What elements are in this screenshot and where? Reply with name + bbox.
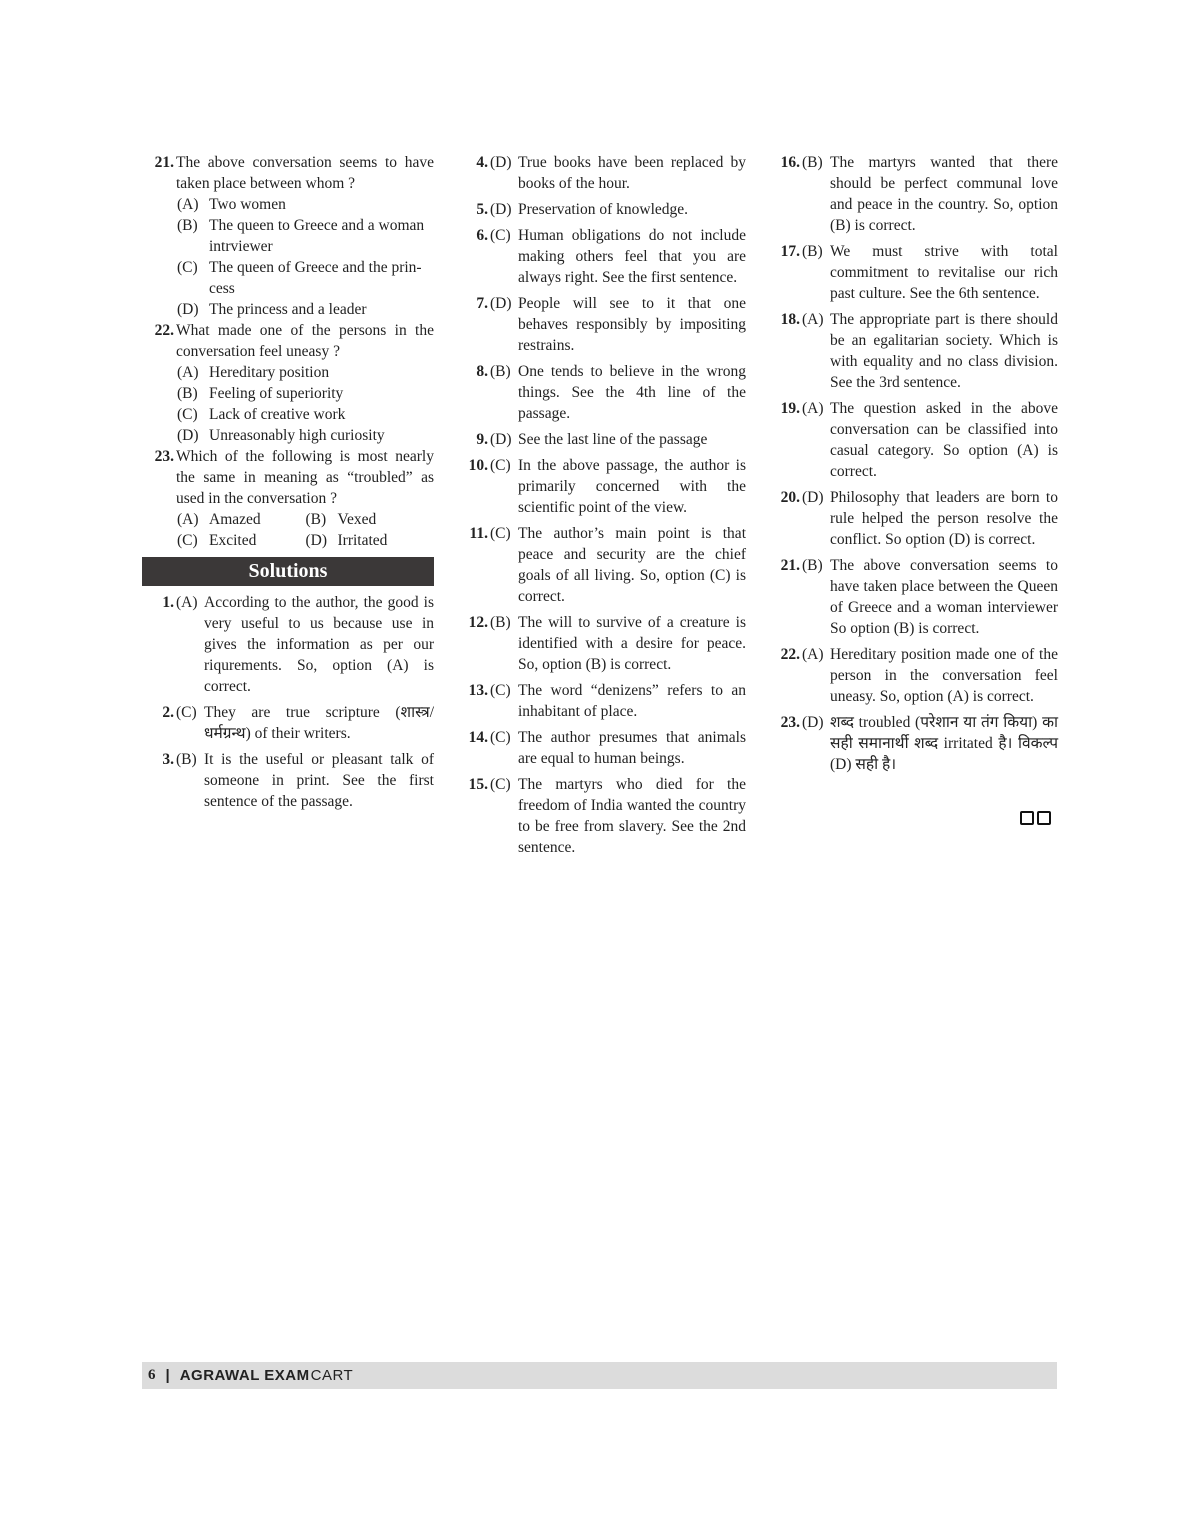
option-label: (A) xyxy=(177,364,199,381)
solution-text: The author presumes that animals are equal to human beings. xyxy=(518,729,746,767)
solution-number: 9. xyxy=(476,431,488,448)
solution-option: (B) xyxy=(802,154,823,171)
solution-option: (D) xyxy=(490,431,512,448)
solution-option: (C) xyxy=(490,525,511,542)
solution-option: (A) xyxy=(802,400,824,417)
solution-number: 21. xyxy=(780,557,800,574)
solution-option: (C) xyxy=(176,704,197,721)
column-1 xyxy=(142,152,434,817)
solution-text: The above conversation seems to have taken place between the Queen of Greece and a woman interviewer So option (B) is correct. xyxy=(830,557,1058,637)
option-label: (A) xyxy=(177,196,199,213)
solution-text: The will to survive of a creature is identified with a desire for peace. So, option (B) is correct. xyxy=(518,614,746,673)
solution-text: Preservation of knowledge. xyxy=(518,201,689,218)
option-text: Excited xyxy=(209,532,257,549)
solution-number: 8. xyxy=(476,363,488,380)
page-footer xyxy=(142,1362,1057,1389)
question-text: Which of the following is most nearly the same in meaning as “troubled” as used in the conversation ? xyxy=(176,448,434,507)
option-label: (B) xyxy=(305,511,327,528)
brand-logo-bold: AGRAWAL EXAM xyxy=(179,1367,310,1384)
solution-number: 13. xyxy=(468,682,488,699)
option xyxy=(177,215,434,257)
solution-text: The martyrs who died for the freedom of India wanted the country to be free from slavery. See the 2nd sentence. xyxy=(518,776,746,856)
question-text: What made one of the persons in the conversation feel uneasy ? xyxy=(176,322,434,360)
solution-item xyxy=(768,152,1058,236)
solution-item xyxy=(768,712,1058,775)
option-text: Amazed xyxy=(209,511,261,528)
solution-option: (C) xyxy=(490,729,511,746)
solution-option: (D) xyxy=(490,154,512,171)
option-text: Lack of creative work xyxy=(209,406,346,423)
solution-text: We must strive with total commitment to revitalise our rich past culture. See the 6th sentence. xyxy=(830,243,1058,302)
solution-number: 2. xyxy=(162,704,174,721)
end-of-chapter-icon xyxy=(1020,811,1051,825)
option xyxy=(177,194,434,215)
solution-option: (A) xyxy=(802,646,824,663)
option-text: Feeling of superiority xyxy=(209,385,344,402)
solution-item xyxy=(142,702,434,744)
solution-option: (C) xyxy=(490,457,511,474)
option xyxy=(177,404,434,425)
column-2 xyxy=(456,152,746,863)
solution-number: 3. xyxy=(162,751,174,768)
solution-item xyxy=(768,309,1058,393)
solution-number: 5. xyxy=(476,201,488,218)
solution-number: 20. xyxy=(780,489,800,506)
solution-text: शब्द troubled (परेशान या तंग किया) का सही समानार्थी शब्द irritated है। विकल्प (D) सही है। xyxy=(830,714,1058,773)
option xyxy=(177,383,434,404)
solution-option: (C) xyxy=(490,776,511,793)
option xyxy=(177,425,434,446)
solution-number: 23. xyxy=(780,714,800,731)
solution-text: The word “denizens” refers to an inhabitant of place. xyxy=(518,682,746,720)
option-text: The queen to Greece and a woman intrviewer xyxy=(209,217,425,255)
footer-separator: | xyxy=(165,1367,170,1384)
solution-text: See the last line of the passage xyxy=(518,431,708,448)
option xyxy=(177,257,434,299)
solution-text: The question asked in the above conversation can be classified into casual category. So option (A) is correct. xyxy=(830,400,1058,480)
solution-option: (D) xyxy=(490,201,512,218)
solution-item xyxy=(768,555,1058,639)
solution-item xyxy=(456,361,746,424)
question-23 xyxy=(142,446,434,509)
solution-item xyxy=(456,680,746,722)
solution-text: People will see to it that one behaves responsibly by impositing restrains. xyxy=(518,295,746,354)
solution-item xyxy=(456,523,746,607)
solution-text: Hereditary position made one of the person in the conversation feel uneasy. So, option (A) is correct. xyxy=(830,646,1058,705)
solution-option: (A) xyxy=(802,311,824,328)
option-label: (C) xyxy=(177,532,198,549)
solution-number: 14. xyxy=(468,729,488,746)
option-text: The queen of Greece and the prin-cess xyxy=(209,259,422,297)
solution-text: The appropriate part is there should be an egalitarian society. Which is with equality and no class division. See the 3rd sentence. xyxy=(830,311,1058,391)
solution-item xyxy=(456,612,746,675)
solution-item xyxy=(456,774,746,858)
option xyxy=(177,362,434,383)
brand-logo-light: CART xyxy=(310,1367,354,1384)
solution-number: 10. xyxy=(468,457,488,474)
option-label: (D) xyxy=(177,427,199,444)
option-text: Irritated xyxy=(337,532,388,549)
solution-option: (D) xyxy=(490,295,512,312)
solution-item xyxy=(456,727,746,769)
solution-item xyxy=(768,487,1058,550)
solution-text: The author’s main point is that peace and security are the chief goals of all living. So, option (C) is correct. xyxy=(518,525,746,605)
option-text: Unreasonably high curiosity xyxy=(209,427,385,444)
option-label: (D) xyxy=(305,532,328,549)
solution-item xyxy=(142,749,434,812)
solution-item xyxy=(456,293,746,356)
option-label: (C) xyxy=(177,406,198,423)
solution-number: 6. xyxy=(476,227,488,244)
option-label: (D) xyxy=(177,301,199,318)
solution-text: One tends to believe in the wrong things. See the 4th line of the passage. xyxy=(518,363,746,422)
solution-option: (B) xyxy=(490,363,511,380)
solution-option: (B) xyxy=(802,243,823,260)
solution-text: Philosophy that leaders are born to rule helped the person resolve the conflict. So option (D) is correct. xyxy=(830,489,1058,548)
solution-text: The martyrs wanted that there should be perfect communal love and peace in the country. So, option (B) is correct. xyxy=(830,154,1058,234)
solution-text: Human obligations do not include making others feel that you are always right. See the first sentence. xyxy=(518,227,746,286)
option xyxy=(177,299,434,320)
option-label: (B) xyxy=(177,217,198,234)
solution-item xyxy=(142,592,434,697)
solution-number: 15. xyxy=(468,776,488,793)
solution-option: (D) xyxy=(802,489,824,506)
solution-text: True books have been replaced by books of the hour. xyxy=(518,154,746,192)
solution-item xyxy=(456,455,746,518)
solution-number: 18. xyxy=(780,311,800,328)
solution-text: They are true scripture (शास्त्र/ धर्मग्रन्थ) of their writers. xyxy=(204,704,434,742)
question-21 xyxy=(142,152,434,194)
solution-option: (B) xyxy=(802,557,823,574)
solution-option: (C) xyxy=(490,682,511,699)
solution-text: According to the author, the good is very useful to us because use in gives the information as per our riqurements. So, option (A) is correct. xyxy=(204,594,434,695)
solution-number: 1. xyxy=(162,594,174,611)
solution-item xyxy=(456,152,746,194)
solution-option: (A) xyxy=(176,594,198,611)
option-label: (B) xyxy=(177,385,198,402)
option-label: (C) xyxy=(177,259,198,276)
solution-option: (D) xyxy=(802,714,824,731)
option-text: Two women xyxy=(209,196,286,213)
question-number: 23. xyxy=(154,448,174,465)
option-label: (A) xyxy=(177,511,199,528)
solutions-heading: Solutions xyxy=(142,557,434,586)
solution-number: 4. xyxy=(476,154,488,171)
solution-number: 7. xyxy=(476,295,488,312)
option-text: Hereditary position xyxy=(209,364,330,381)
solution-item xyxy=(456,199,746,220)
solution-item xyxy=(768,644,1058,707)
solution-number: 12. xyxy=(468,614,488,631)
solution-item xyxy=(768,241,1058,304)
solution-item xyxy=(456,429,746,450)
solution-item xyxy=(456,225,746,288)
solution-option: (B) xyxy=(176,751,197,768)
question-22 xyxy=(142,320,434,362)
page-number: 6 xyxy=(148,1367,156,1383)
solution-item xyxy=(768,398,1058,482)
option-row xyxy=(177,509,434,530)
solution-option: (C) xyxy=(490,227,511,244)
solution-number: 22. xyxy=(780,646,800,663)
question-number: 22. xyxy=(154,322,174,339)
solution-number: 16. xyxy=(780,154,800,171)
solution-number: 11. xyxy=(469,525,488,542)
question-text: The above conversation seems to have taken place between whom ? xyxy=(176,154,434,192)
solution-text: In the above passage, the author is primarily concerned with the scientific point of the view. xyxy=(518,457,746,516)
option-text: The princess and a leader xyxy=(209,301,367,318)
solution-option: (B) xyxy=(490,614,511,631)
question-number: 21. xyxy=(154,154,174,171)
option-text: Vexed xyxy=(337,511,377,528)
solution-number: 17. xyxy=(780,243,800,260)
option-row xyxy=(177,530,434,551)
solution-text: It is the useful or pleasant talk of someone in print. See the first sentence of the passage. xyxy=(204,751,434,810)
column-3 xyxy=(768,152,1058,780)
solution-number: 19. xyxy=(780,400,800,417)
